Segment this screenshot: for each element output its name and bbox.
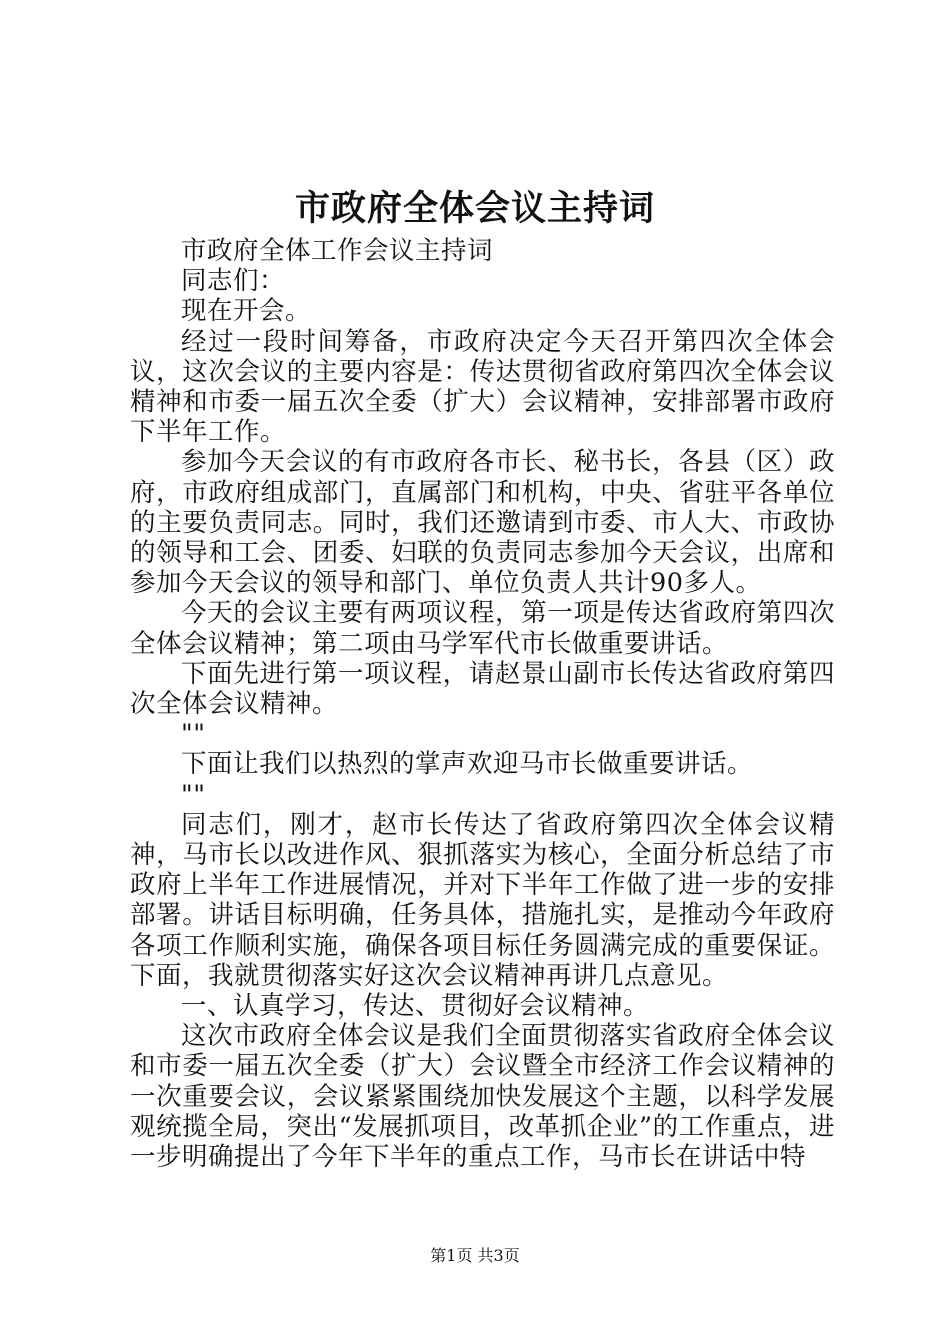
- document-body: [130, 236, 835, 1172]
- paragraph: 一、认真学习，传达、贯彻好会议精神。: [181, 991, 650, 1022]
- paragraph: 这次市政府全体会议是我们全面贯彻落实省政府全体会议和市委一届五次全委（扩大）会议暨全市经济工作会议精神的一次重要会议，会议紧紧围绕加快发展这个主题，以科学发展观统揽全局，突出“发展抓项目，改革抓企业”的工作重点，进一步明确提出了今年下半年的重点工作，马市长在讲话中特: [130, 1021, 835, 1173]
- document-title: 市政府全体会议主持词: [294, 188, 655, 229]
- paragraph: 下面让我们以热烈的掌声欢迎马市长做重要讲话。: [181, 749, 754, 780]
- paragraph: 同志们：: [181, 266, 286, 297]
- paragraph: 现在开会。: [181, 296, 312, 327]
- paragraph: "": [181, 779, 206, 810]
- paragraph: 市政府全体工作会议主持词: [181, 236, 494, 266]
- page-footer: 第1页 共3页: [430, 1246, 520, 1265]
- paragraph: 今天的会议主要有两项议程，第一项是传达省政府第四次全体会议精神；第二项由马学军代市长做重要讲话。: [130, 598, 835, 659]
- paragraph: 参加今天会议的有市政府各市长、秘书长，各县（区）政府，市政府组成部门，直属部门和机构，中央、省驻平各单位的主要负责同志。同时，我们还邀请到市委、市人大、市政协的领导和工会、团委、妇联的负责同志参加今天会议，出席和参加今天会议的领导和部门、单位负责人共计90多人。: [130, 447, 835, 599]
- paragraph: 下面先进行第一项议程，请赵景山副市长传达省政府第四次全体会议精神。: [130, 658, 835, 720]
- paragraph: 经过一段时间筹备，市政府决定今天召开第四次全体会议，这次会议的主要内容是：传达贯彻省政府第四次全体会议精神和市委一届五次全委（扩大）会议精神，安排部署市政府下半年工作。: [130, 326, 835, 448]
- paragraph: 同志们，刚才，赵市长传达了省政府第四次全体会议精神，马市长以改进作风、狠抓落实为核心，全面分析总结了市政府上半年工作进展情况，并对下半年工作做了进一步的安排部署。讲话目标明确，任务具体，措施扎实，是推动今年政府各项工作顺利实施，确保各项目标任务圆满完成的重要保证。下面，我就贯彻落实好这次会议精神再讲几点意见。: [130, 809, 835, 991]
- paragraph: "": [181, 719, 206, 750]
